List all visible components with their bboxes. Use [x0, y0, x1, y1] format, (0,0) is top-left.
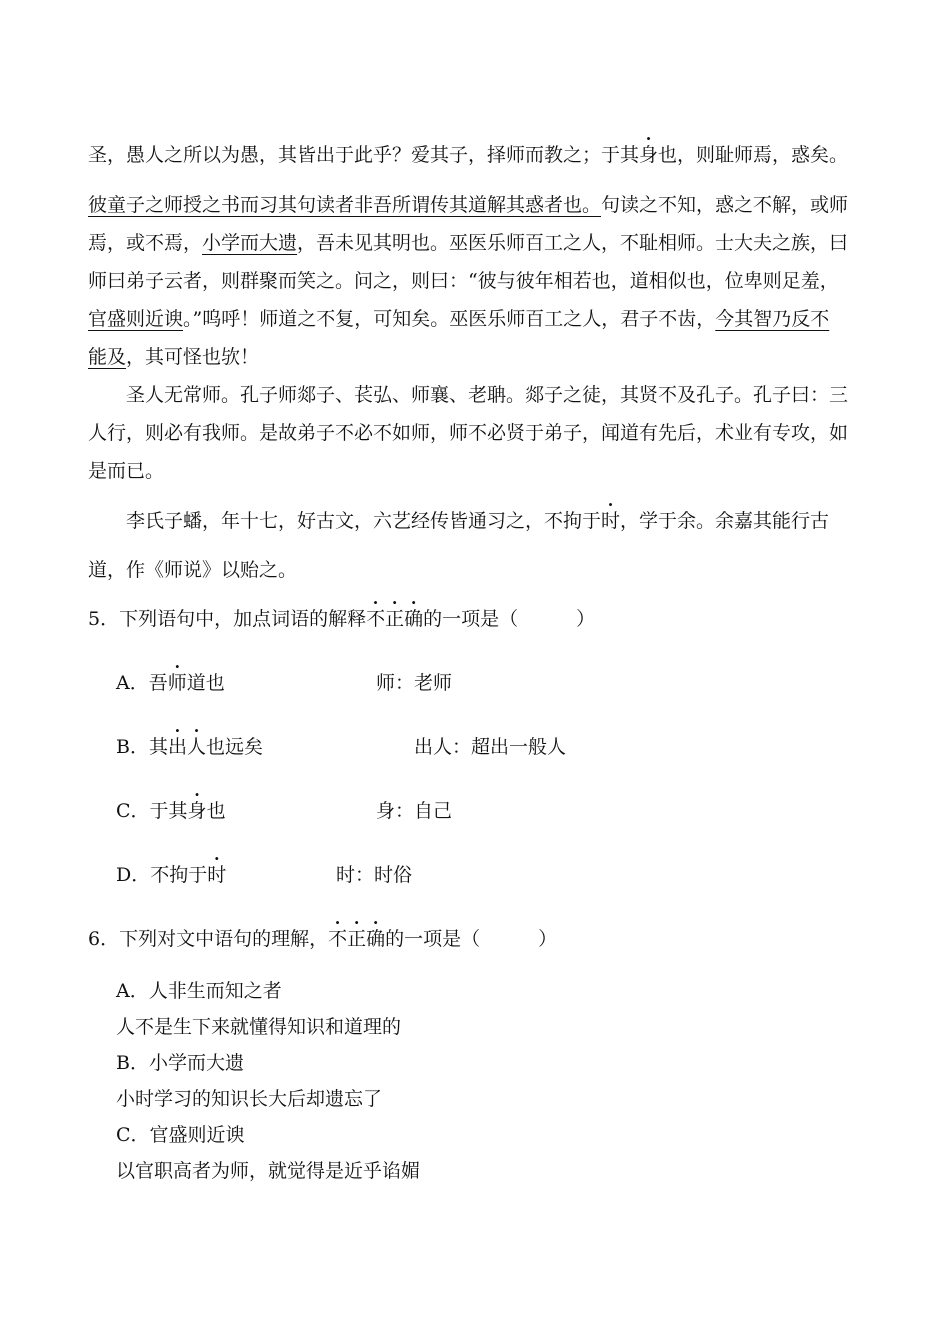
- text-segment: 也，则耻师焉，惑矣。: [658, 144, 849, 166]
- option-text: 也远矣: [206, 736, 264, 758]
- underlined-phrase: 今其智乃反不: [715, 308, 830, 330]
- q5-option-b-explanation: 出人：超出一般人: [414, 736, 567, 758]
- dotted-char: 不: [366, 608, 386, 630]
- passage-line: [88, 142, 848, 168]
- q6-option-b: B．小学而大遗: [116, 1052, 244, 1074]
- passage-line: [88, 230, 848, 256]
- q5-option-b: [116, 734, 263, 760]
- q5-option-a: [116, 670, 225, 696]
- text-segment: 。”呜呼！师道之不复，可知矣。巫医乐师百工之人，君子不齿，: [183, 308, 716, 330]
- q5-option-d: [116, 862, 226, 888]
- dotted-char: 时: [207, 864, 227, 886]
- text-segment: ，其可怪也欤！: [126, 346, 260, 368]
- dotted-char: 不: [328, 928, 348, 950]
- q6-option-c-translation: 以官职高者为师，就觉得是近乎谄媚: [116, 1160, 421, 1182]
- option-label: A．吾: [116, 672, 168, 694]
- q6-option-a-translation: 人不是生下来就懂得知识和道理的: [116, 1016, 402, 1038]
- passage-line: [88, 344, 259, 370]
- q5-option-a-explanation: 师：老师: [376, 672, 453, 694]
- text-segment: ）: [576, 608, 596, 630]
- q6-option-a: A．人非生而知之者: [116, 980, 282, 1002]
- dotted-char: 身: [639, 144, 659, 166]
- option-text: 道也: [186, 672, 225, 694]
- passage-line: 人行，则必有我师。是故弟子不必不如师，师不必贤于弟子，闻道有先后，术业有专攻，如: [88, 422, 849, 444]
- passage-line: [88, 192, 848, 218]
- dotted-char: 确: [404, 608, 424, 630]
- underlined-phrase: 小学而大遗: [202, 232, 298, 254]
- passage-line: 是而已。: [88, 460, 165, 482]
- question-5-stem: [88, 606, 595, 632]
- text-segment: 焉，或不焉，: [88, 232, 203, 254]
- text-segment: ）: [538, 928, 558, 950]
- text-segment: 李氏子蟠，年十七，好古文，六艺经传皆通习之，不拘于: [88, 510, 602, 532]
- option-text: 也: [206, 800, 226, 822]
- dotted-char: 确: [366, 928, 386, 950]
- q6-option-c: C．官盛则近谀: [116, 1124, 245, 1146]
- option-label: C．于其: [116, 800, 188, 822]
- option-label: B．其: [116, 736, 168, 758]
- text-segment: 的一项是（: [385, 928, 481, 950]
- text-segment: 6．下列对文中语句的理解，: [88, 928, 329, 950]
- q6-option-b-translation: 小时学习的知识长大后却遗忘了: [116, 1088, 383, 1110]
- text-segment: 句读之不知，惑之不解，或师: [601, 194, 849, 216]
- dotted-char: 师: [167, 672, 187, 694]
- text-segment: 的一项是（: [423, 608, 519, 630]
- underlined-sentence: 彼童子之师授之书而习其句读者非吾所谓传其道解其惑者也。: [88, 194, 602, 216]
- passage-line: [88, 306, 829, 332]
- dotted-char: 正: [385, 608, 405, 630]
- dotted-char: 人: [186, 736, 206, 758]
- passage-line: 圣人无常师。孔子师郯子、苌弘、师襄、老聃。郯子之徒，其贤不及孔子。孔子曰：三: [88, 384, 849, 406]
- underlined-phrase: 官盛则近谀: [88, 308, 184, 330]
- text-segment: 圣，愚人之所以为愚，其皆出于此乎？爱其子，择师而教之；于其: [88, 144, 640, 166]
- text-segment: 5．下列语句中，加点词语的解释: [88, 608, 367, 630]
- dotted-char: 出: [167, 736, 187, 758]
- dotted-char: 正: [347, 928, 367, 950]
- text-segment: ，吾未见其明也。巫医乐师百工之人，不耻相师。士大夫之族，曰: [297, 232, 849, 254]
- q5-option-c-explanation: 身：自己: [376, 800, 453, 822]
- question-6-stem: [88, 926, 557, 952]
- passage-line: 道，作《师说》以贻之。: [88, 559, 298, 581]
- underlined-phrase: 能及: [88, 346, 127, 368]
- q5-option-d-explanation: 时：时俗: [336, 864, 413, 886]
- q5-option-c: [116, 798, 226, 824]
- passage-line: 师曰弟子云者，则群聚而笑之。问之，则曰：“彼与彼年相若也，道相似也，位卑则足羞，: [88, 270, 839, 292]
- option-label: D．不拘于: [116, 864, 208, 886]
- dotted-char: 时: [601, 510, 621, 532]
- dotted-char: 身: [187, 800, 207, 822]
- passage-line: [88, 508, 829, 534]
- text-segment: ，学于余。余嘉其能行古: [620, 510, 830, 532]
